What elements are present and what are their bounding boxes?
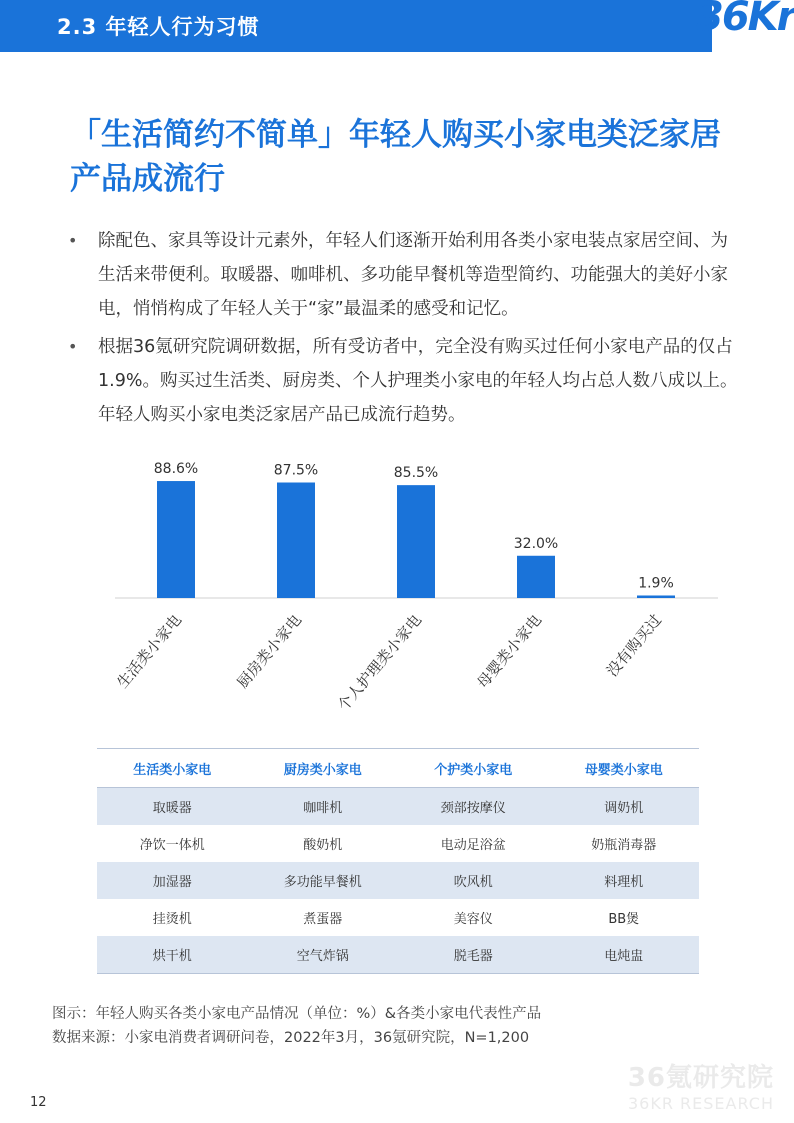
table-cell: 多功能早餐机 [248, 862, 399, 899]
watermark-en: 36KR RESEARCH [627, 1094, 774, 1113]
category-label-1: 厨房类小家电 [233, 611, 306, 692]
table-cell: 颈部按摩仪 [398, 788, 549, 826]
figure-caption [52, 1002, 541, 1050]
product-table [97, 748, 699, 974]
bullet-item [60, 330, 740, 432]
table-row [97, 788, 699, 826]
table-cell: 取暖器 [97, 788, 248, 826]
watermark-cn: 36氪研究院 [627, 1063, 774, 1093]
table-cell: 调奶机 [549, 788, 700, 826]
bar-4 [637, 595, 675, 598]
bullet-text: 除配色、家具等设计元素外，年轻人们逐渐开始利用各类小家电装点家居空间、为生活来带便利。取暖器、咖啡机、多功能早餐机等造型简约、功能强大的美好小家电，悄悄构成了年轻人关于“家”最温柔的感受和记忆。 [98, 231, 728, 319]
bar-1 [277, 483, 315, 599]
category-label-3: 母婴类小家电 [473, 611, 546, 692]
table-cell: 酸奶机 [303, 838, 343, 853]
table-row [97, 825, 699, 862]
section-title: 2.3 年轻人行为习惯 [57, 15, 260, 39]
table-cell: 净饮一体机 [139, 838, 205, 853]
table-header-cell: 个护类小家电 [398, 749, 549, 788]
table-cell: 奶瓶消毒器 [591, 838, 657, 853]
category-label-2: 个人护理类小家电 [334, 611, 426, 715]
table-cell: 脱毛器 [398, 936, 549, 974]
category-label-4: 没有购买过 [603, 611, 666, 681]
bar-value-label-4: 1.9% [638, 575, 674, 592]
table-cell: 烘干机 [97, 936, 248, 974]
bullet-item [60, 224, 740, 326]
table-row [97, 862, 699, 899]
table-cell: 咖啡机 [248, 788, 399, 826]
bullet-list [60, 224, 740, 436]
page-number: 12 [30, 1095, 47, 1110]
category-label-0: 生活类小家电 [113, 611, 186, 692]
table-cell: 空气炸锅 [248, 936, 399, 974]
table-cell: 美容仪 [453, 912, 493, 927]
page-title: 「生活简约不简单」年轻人购买小家电类泛家居产品成流行 [70, 117, 721, 197]
table-header-cell: 厨房类小家电 [248, 749, 399, 788]
bar-value-label-0: 88.6% [153, 461, 199, 478]
watermark [628, 1057, 774, 1113]
bar-value-label-1: 87.5% [273, 462, 319, 479]
table-cell: BB煲 [608, 912, 640, 927]
table-cell: 吹风机 [398, 862, 549, 899]
caption-source: 数据来源：小家电消费者调研问卷，2022年3月，36氪研究院，N=1,200 [52, 1030, 530, 1046]
bullet-text: 根据36氪研究院调研数据，所有受访者中，完全没有购买过任何小家电产品的仅占1.9%。购买过生活类、厨房类、个人护理类小家电的年轻人均占总人数八成以上。年轻人购买小家电类泛家居产品已成流行趋势。 [98, 337, 738, 425]
table-row [97, 899, 699, 936]
bar-3 [517, 556, 555, 598]
bar-value-label-2: 85.5% [393, 465, 439, 482]
table-cell: 电炖盅 [549, 936, 700, 974]
table-cell: 煮蛋器 [303, 912, 343, 927]
logo-36kr [688, 0, 794, 52]
logo-text: 36Kr [696, 0, 794, 40]
table-cell: 料理机 [549, 862, 700, 899]
bar-chart [90, 455, 730, 725]
table-header-cell: 母婴类小家电 [549, 749, 700, 788]
table-header-row [97, 749, 699, 788]
table-header-cell: 生活类小家电 [97, 749, 248, 788]
table-cell: 挂烫机 [152, 912, 192, 927]
bar-2 [397, 485, 435, 598]
bar-0 [157, 481, 195, 598]
bar-chart-svg [90, 455, 730, 725]
table-cell: 加湿器 [97, 862, 248, 899]
table-cell: 电动足浴盆 [440, 838, 506, 853]
header-bar [0, 0, 712, 52]
bar-value-label-3: 32.0% [513, 535, 559, 552]
caption-figure: 图示：年轻人购买各类小家电产品情况（单位：%）&各类小家电代表性产品 [52, 1006, 542, 1022]
bullet-dot-icon: • [68, 231, 78, 250]
bullet-dot-icon: • [68, 337, 78, 356]
table-row [97, 936, 699, 974]
